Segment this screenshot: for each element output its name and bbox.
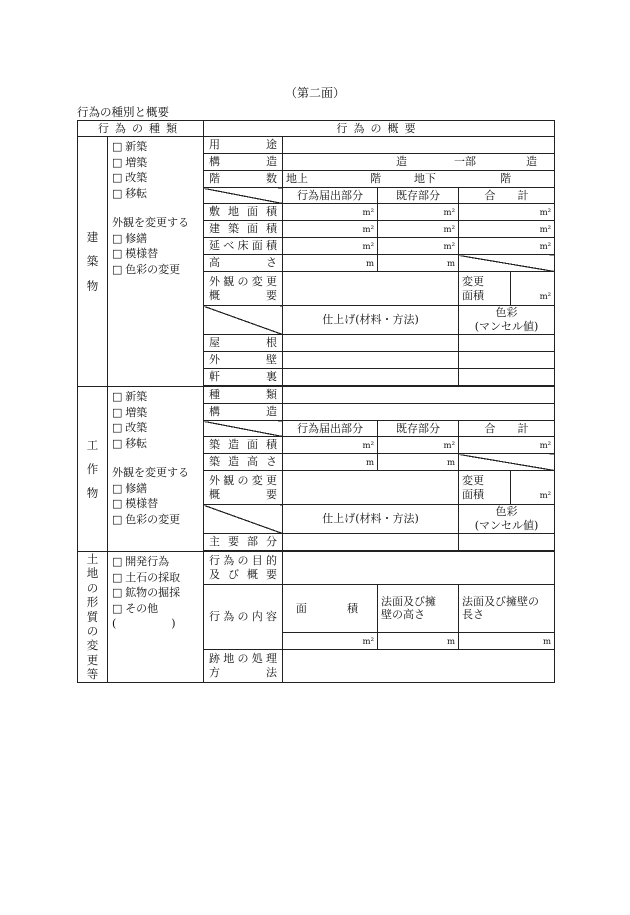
- label-main-parts: 主要部分: [204, 534, 283, 551]
- main-parts-finish[interactable]: [283, 534, 459, 551]
- construct-area-todoke[interactable]: m²: [283, 437, 378, 454]
- eaves-color[interactable]: [459, 369, 555, 386]
- col-kison: 既存部分: [378, 421, 459, 437]
- checkbox-icon: □: [112, 570, 123, 584]
- checkbox-icon: □: [112, 436, 123, 450]
- construct-area-total[interactable]: m²: [459, 437, 555, 454]
- diagonal-cell: [459, 255, 555, 272]
- checkbox-icon: □: [112, 171, 123, 184]
- col-kison: 既存部分: [378, 188, 459, 204]
- roof-color[interactable]: [459, 335, 555, 352]
- page-heading: （第二面）: [284, 86, 345, 100]
- work-action-repair[interactable]: □ 修繕: [112, 481, 148, 495]
- work-actions: [108, 387, 204, 552]
- checkbox-icon: □: [112, 140, 123, 153]
- work-change-area-cell: [459, 471, 555, 505]
- label-work-exterior-change: 外観の変更 概 要: [204, 471, 283, 505]
- label-purpose: 行為の目的 及び概要: [204, 552, 283, 585]
- category-building: 建築物: [78, 137, 108, 387]
- slope-length-value[interactable]: m: [459, 632, 555, 649]
- land-other-paren[interactable]: ( ): [112, 617, 176, 630]
- checkbox-icon: □: [112, 481, 123, 495]
- diagonal-cell: [204, 306, 283, 335]
- construct-area-kison[interactable]: m²: [378, 437, 459, 454]
- checkbox-icon: □: [112, 601, 123, 615]
- main-parts-color[interactable]: [459, 534, 555, 551]
- col-area: 面 積: [283, 585, 378, 633]
- building-exterior-heading: 外観を変更する: [112, 216, 189, 229]
- field-use[interactable]: [283, 137, 555, 154]
- building-action-remodel[interactable]: □ 模様替: [112, 247, 159, 260]
- work-finish-header: 仕上げ(材料・方法): [283, 505, 459, 534]
- field-exterior-change[interactable]: [283, 272, 459, 306]
- label-total-floor-area: 延べ床面積: [204, 238, 283, 255]
- checkbox-icon: □: [112, 262, 123, 276]
- field-work-structure[interactable]: [283, 404, 555, 421]
- construct-height-todoke[interactable]: m: [283, 454, 378, 471]
- label-work-structure: 構 造: [204, 404, 283, 421]
- checkbox-icon: □: [112, 497, 123, 510]
- eaves-finish[interactable]: [283, 369, 459, 386]
- building-action-extend[interactable]: □ 増築: [112, 155, 148, 169]
- label-building-area: 建築面積: [204, 221, 283, 238]
- field-work-exterior-change[interactable]: [283, 471, 459, 505]
- checkbox-icon: □: [112, 231, 123, 245]
- roof-finish[interactable]: [283, 335, 459, 352]
- label-change-area: 変更 面積: [462, 274, 484, 302]
- floor-area-kison[interactable]: m²: [378, 238, 459, 255]
- work-color-header: 色彩 (マンセル値): [459, 505, 555, 534]
- label-site-area: 敷地面積: [204, 204, 283, 221]
- land-action-development[interactable]: □ 開発行為: [112, 555, 170, 568]
- checkbox-icon: □: [112, 155, 123, 169]
- building-area-total[interactable]: m²: [459, 221, 555, 238]
- work-action-extend[interactable]: □ 増築: [112, 405, 148, 419]
- building-action-repair[interactable]: □ 修繕: [112, 231, 148, 245]
- label-use: 用 途: [204, 137, 283, 154]
- checkbox-icon: □: [112, 512, 123, 526]
- field-work-change-area[interactable]: m²: [511, 471, 555, 504]
- site-area-total[interactable]: m²: [459, 204, 555, 221]
- work-action-remodel[interactable]: □ 模様替: [112, 497, 159, 510]
- header-summary: 行為の概要: [204, 121, 555, 137]
- col-total: 合 計: [459, 188, 555, 204]
- land-action-mining[interactable]: □ 鉱物の掘採: [112, 586, 181, 599]
- checkbox-icon: □: [112, 247, 123, 260]
- land-action-other[interactable]: □ その他: [112, 601, 159, 615]
- diagonal-cell: [204, 188, 283, 204]
- section-caption: 行為の種別と概要: [77, 105, 169, 119]
- checkbox-icon: □: [112, 421, 123, 434]
- col-todoke: 行為届出部分: [283, 421, 378, 437]
- label-eaves: 軒 裏: [204, 369, 283, 386]
- building-action-rebuild[interactable]: □ 改築: [112, 171, 148, 184]
- building-area-todoke[interactable]: m²: [283, 221, 378, 238]
- site-area-todoke[interactable]: m²: [283, 204, 378, 221]
- building-action-relocate[interactable]: □ 移転: [112, 186, 148, 200]
- finish-header: 仕上げ(材料・方法): [283, 306, 459, 335]
- construct-height-kison[interactable]: m: [378, 454, 459, 471]
- label-construct-height: 築造高さ: [204, 454, 283, 471]
- label-exterior-change: 外観の変更 概 要: [204, 272, 283, 306]
- category-land: 土地の形質の変更等: [78, 552, 108, 683]
- label-work-change-area: 変更 面積: [462, 473, 484, 501]
- field-aftermath[interactable]: [283, 649, 555, 682]
- diagonal-cell: [204, 505, 283, 534]
- change-area-cell: [459, 272, 555, 306]
- land-actions: [108, 552, 204, 683]
- label-structure: 構 造: [204, 154, 283, 171]
- checkbox-icon: □: [112, 555, 123, 568]
- wall-finish[interactable]: [283, 352, 459, 369]
- label-wall: 外 壁: [204, 352, 283, 369]
- diagonal-cell: [204, 421, 283, 437]
- wall-color[interactable]: [459, 352, 555, 369]
- height-kison[interactable]: m: [378, 255, 459, 272]
- slope-height-value[interactable]: m: [378, 632, 459, 649]
- label-roof: 屋 根: [204, 335, 283, 352]
- field-work-kind[interactable]: [283, 387, 555, 404]
- activity-form-table: [77, 120, 555, 683]
- diagonal-cell: [459, 454, 555, 471]
- site-area-kison[interactable]: m²: [378, 204, 459, 221]
- work-action-rebuild[interactable]: □ 改築: [112, 421, 148, 434]
- col-slope-length: 法面及び擁壁の 長さ: [459, 585, 555, 633]
- label-height: 高 さ: [204, 255, 283, 272]
- label-work-kind: 種 類: [204, 387, 283, 404]
- col-todoke: 行為届出部分: [283, 188, 378, 204]
- header-kind: 行為の種類: [78, 121, 204, 137]
- col-total: 合 計: [459, 421, 555, 437]
- field-purpose[interactable]: [283, 552, 555, 585]
- land-action-quarry[interactable]: □ 土石の採取: [112, 570, 181, 584]
- field-change-area[interactable]: m²: [511, 272, 555, 305]
- category-structure-work: 工作物: [78, 387, 108, 552]
- land-area-value[interactable]: m²: [283, 632, 378, 649]
- work-action-new[interactable]: □ 新築: [112, 390, 148, 403]
- work-exterior-heading: 外観を変更する: [112, 466, 189, 479]
- checkbox-icon: □: [112, 405, 123, 419]
- building-actions: [108, 137, 204, 387]
- label-floors: 階 数: [204, 171, 283, 188]
- col-slope-height: 法面及び擁 壁の高さ: [378, 585, 459, 633]
- field-floors[interactable]: 地上 階 地下 階: [283, 171, 555, 188]
- building-action-recolor[interactable]: □ 色彩の変更: [112, 262, 181, 276]
- checkbox-icon: □: [112, 186, 123, 200]
- color-header: 色彩 (マンセル値): [459, 306, 555, 335]
- field-structure[interactable]: 造 一部 造: [283, 154, 555, 171]
- label-aftermath: 跡地の処理 方 法: [204, 649, 283, 682]
- height-todoke[interactable]: m: [283, 255, 378, 272]
- work-action-recolor[interactable]: □ 色彩の変更: [112, 512, 181, 526]
- building-area-kison[interactable]: m²: [378, 221, 459, 238]
- checkbox-icon: □: [112, 586, 123, 599]
- floor-area-todoke[interactable]: m²: [283, 238, 378, 255]
- label-content: 行為の内容: [204, 585, 283, 650]
- work-action-relocate[interactable]: □ 移転: [112, 436, 148, 450]
- checkbox-icon: □: [112, 390, 123, 403]
- floor-area-total[interactable]: m²: [459, 238, 555, 255]
- building-action-new[interactable]: □ 新築: [112, 140, 148, 153]
- label-construct-area: 築造面積: [204, 437, 283, 454]
